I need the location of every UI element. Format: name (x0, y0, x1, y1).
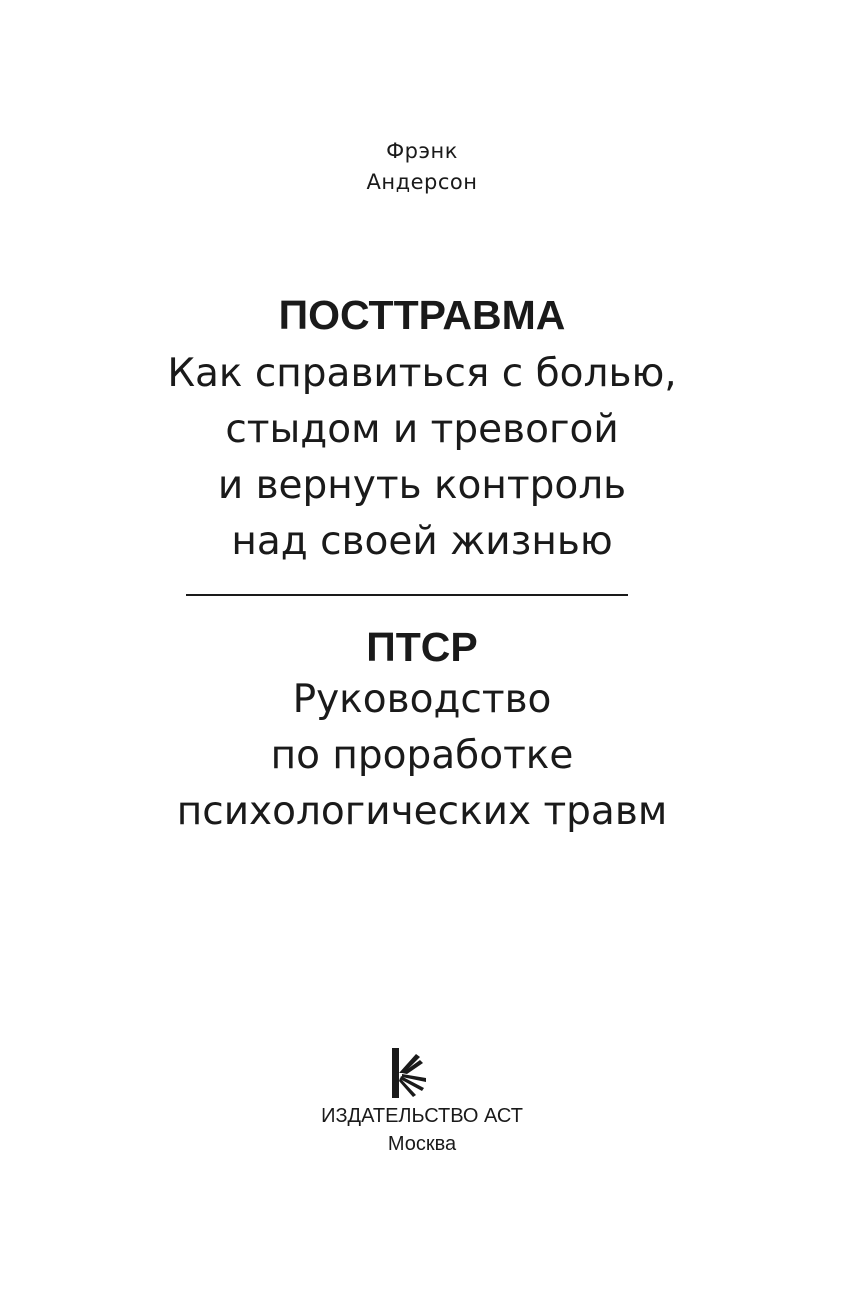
ast-k-logo-icon (386, 1048, 432, 1098)
subtitle-line: психологических травм (176, 789, 668, 834)
publisher-name: ИЗДАТЕЛЬСТВО АСТ (321, 1105, 523, 1127)
book-title-posttrauma: ПОСТТРАВМА (278, 292, 566, 338)
author-last-name: Андерсон (366, 170, 478, 194)
subtitle-line: Руководство (292, 677, 552, 722)
publisher-city: Москва (387, 1133, 457, 1155)
author-first-name: Фрэнк (386, 139, 458, 163)
subtitle-line: стыдом и тревогой (225, 407, 619, 452)
subtitle-line: и вернуть контроль (217, 463, 627, 508)
title-divider (186, 594, 628, 596)
subtitle-line: Как справиться с болью, (167, 351, 677, 396)
book-title-ptsd: ПТСР (366, 624, 478, 670)
author-name (0, 136, 844, 198)
subtitle-line: над своей жизнью (231, 519, 613, 564)
publisher-info (0, 1102, 844, 1158)
book-subtitle-posttrauma (0, 346, 844, 570)
subtitle-line: по проработке (270, 733, 574, 778)
book-subtitle-ptsd (0, 672, 844, 840)
